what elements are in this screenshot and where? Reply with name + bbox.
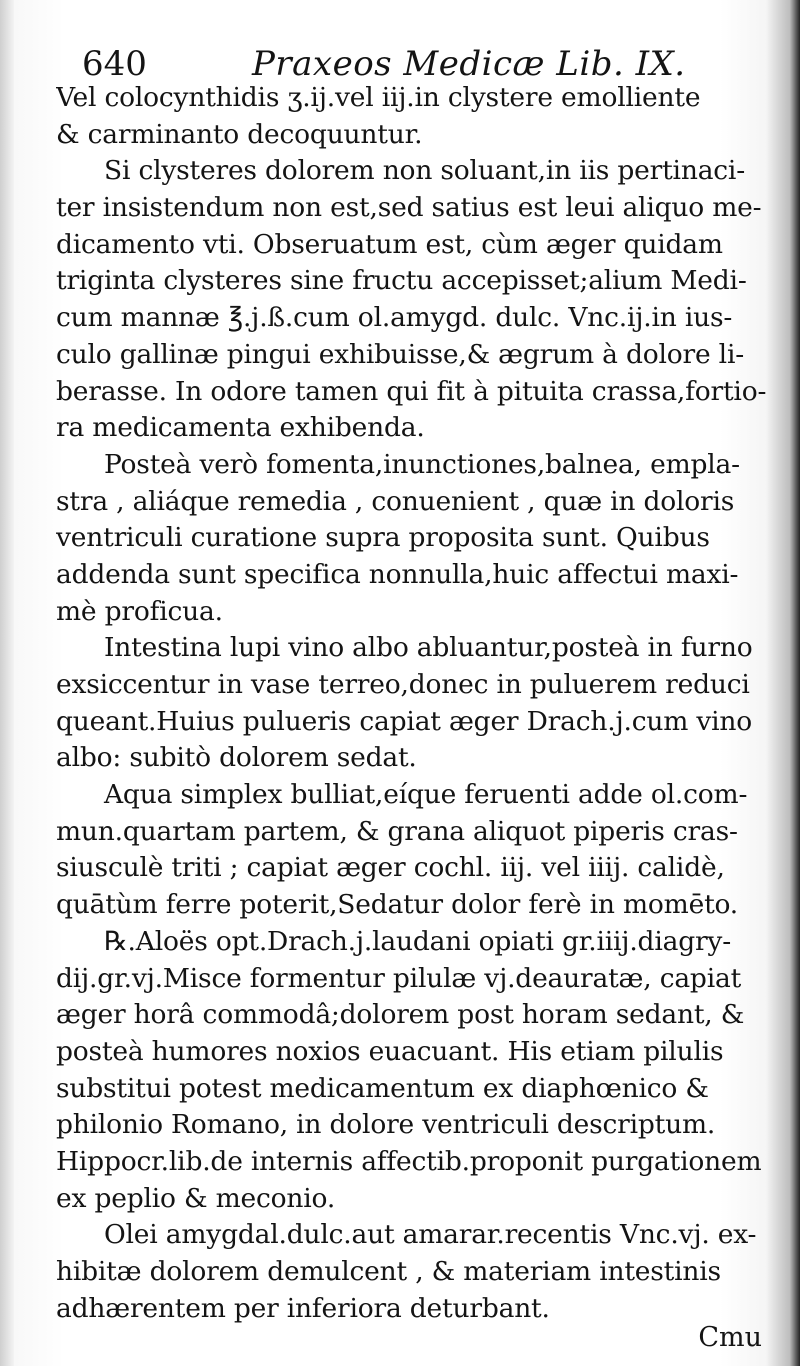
catchword: Cmu xyxy=(698,1322,762,1353)
text-line: triginta clysteres sine fructu accepisset;alium Medi- xyxy=(56,265,747,297)
text-line: Aqua simplex bulliat,eíque feruenti adde ol.com- xyxy=(104,779,748,811)
text-line: Vel colocynthidis ʒ.ij.vel iij.in clystere emolliente xyxy=(56,82,701,113)
text-line: albo: subitò dolorem sedat. xyxy=(56,742,417,774)
text-line: siusculè triti ; capiat æger cochl. iij. vel iiij. calidè, xyxy=(56,852,725,884)
text-line: hibitæ dolorem demulcent , & materiam intestinis xyxy=(56,1256,721,1287)
text-line: Hippocr.lib.de internis affectib.proponit purgationem xyxy=(56,1145,762,1177)
text-line: Intestina lupi vino albo abluantur,posteà in furno xyxy=(104,632,753,664)
text-line: mun.quartam partem, & grana aliquot piperis cras- xyxy=(56,815,738,847)
text-line: berasse. In odore tamen qui fit à pituita crassa,fortio- xyxy=(56,375,767,407)
text-line: adhærentem per inferiora deturbant. xyxy=(56,1292,550,1324)
text-line: ℞.Aloës opt.Drach.j.laudani opiati gr.iiij.diagry- xyxy=(104,925,731,957)
page-gutter-shadow xyxy=(0,0,14,1366)
text-line: posteà humores noxios euacuant. His etiam pilulis xyxy=(56,1035,724,1067)
text-line: culo gallinæ pingui exhibuisse,& ægrum à dolore li- xyxy=(56,338,744,370)
text-line: addenda sunt specifica nonnulla,huic affectui maxi- xyxy=(56,558,739,590)
text-line: ventriculi curatione supra proposita sunt. Quibus xyxy=(56,522,710,554)
page-number: 640 xyxy=(82,44,147,84)
text-line: æger horâ commodâ;dolorem post horam sedant, & xyxy=(56,999,745,1031)
text-line: stra , aliáque remedia , conuenient , quæ in doloris xyxy=(56,485,735,517)
text-line: cum mannæ ℥.j.ß.cum ol.amygd. dulc. Vnc.ij.in ius- xyxy=(56,302,733,334)
text-line: dij.gr.vj.Misce formentur pilulæ vj.deauratæ, capiat xyxy=(56,962,742,994)
running-title: Praxeos Medicæ Lib. IX. xyxy=(252,44,686,84)
text-line: ex peplio & meconio. xyxy=(56,1182,336,1214)
text-line: philonio Romano, in dolore ventriculi descriptum. xyxy=(56,1109,716,1141)
page-edge-shadow xyxy=(766,0,800,1366)
text-line: Posteà verò fomenta,inunctiones,balnea, empla- xyxy=(104,448,740,480)
text-line: mè proficua. xyxy=(56,595,223,627)
text-line: ra medicamenta exhibenda. xyxy=(56,412,425,444)
text-line: quātùm ferre poterit,Sedatur dolor ferè in momēto. xyxy=(56,889,739,921)
text-line: dicamento vti. Obseruatum est, cùm æger quidam xyxy=(56,228,723,260)
text-line: & carminanto decoquuntur. xyxy=(56,118,423,150)
body-text xyxy=(56,80,768,1327)
text-line: Olei amygdal.dulc.aut amarar.recentis Vnc.vj. ex- xyxy=(104,1219,757,1251)
text-line: ter insistendum non est,sed satius est leui aliquo me- xyxy=(56,192,762,224)
text-line: substitui potest medicamentum ex diaphœnico & xyxy=(56,1072,709,1104)
text-line: Si clysteres dolorem non soluant,in iis pertinaci- xyxy=(104,155,745,187)
text-line: exsiccentur in vase terreo,donec in puluerem reduci xyxy=(56,669,750,700)
text-line: queant.Huius pulueris capiat æger Drach.j.cum vino xyxy=(56,705,753,737)
